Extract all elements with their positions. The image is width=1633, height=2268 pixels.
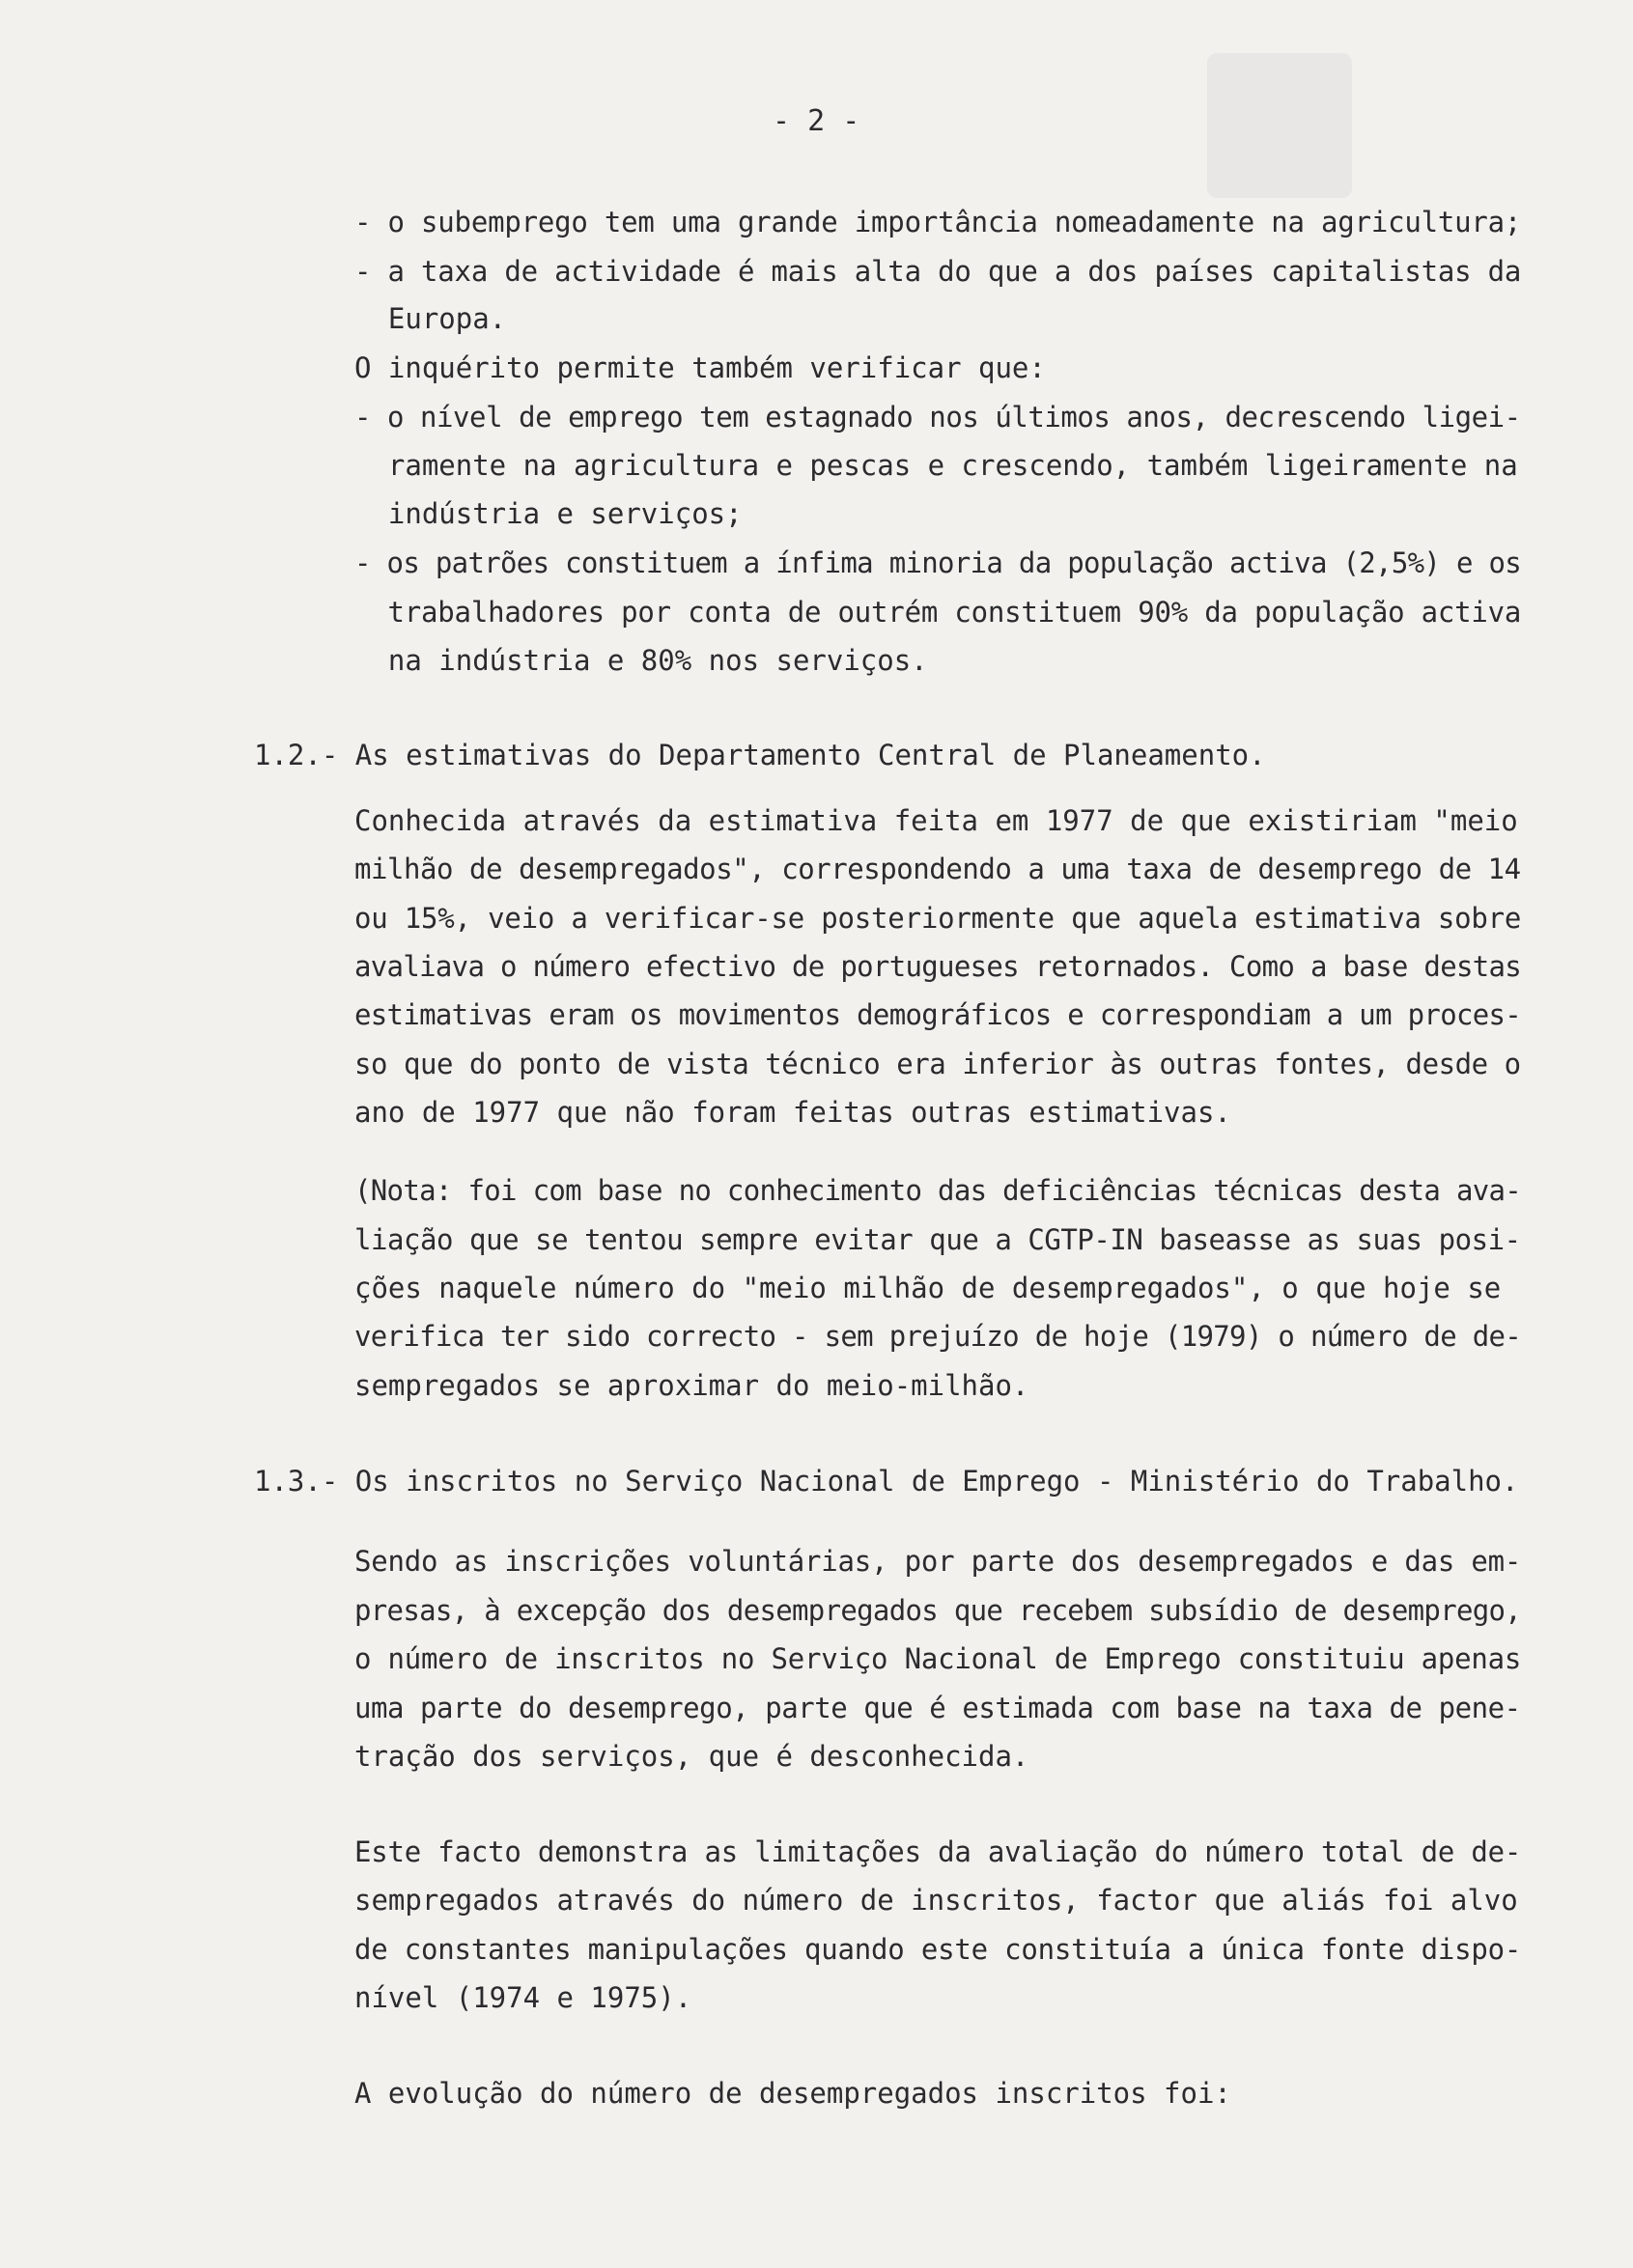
text-line: - a taxa de actividade é mais alta do que a dos países capitalistas da <box>354 255 1522 288</box>
bleed-through-letterhead <box>155 58 1197 120</box>
page-number: - 2 - <box>773 104 860 138</box>
text-line: O inquérito permite também verificar que: <box>354 351 1046 384</box>
text-line: Conhecida através da estimativa feita em 1977 de que existiriam "meio <box>354 804 1518 837</box>
text-line: sempregados através do número de inscritos, factor que aliás foi alvo <box>354 1884 1518 1917</box>
text-line: uma parte do desemprego, parte que é estimada com base na taxa de pene- <box>354 1692 1521 1724</box>
text-line: milhão de desempregados", correspondendo a uma taxa de desemprego de 14 <box>354 853 1521 885</box>
text-line: indústria e serviços; <box>354 497 743 530</box>
text-line: Europa. <box>354 302 507 335</box>
text-line: A evolução do número de desempregados inscritos foi: <box>354 2077 1231 2110</box>
text-line: so que do ponto de vista técnico era inferior às outras fontes, desde o <box>354 1048 1521 1080</box>
text-line: tração dos serviços, que é desconhecida. <box>354 1740 1029 1773</box>
text-line: estimativas eram os movimentos demográficos e correspondiam a um proces- <box>354 998 1522 1031</box>
text-line: nível (1974 e 1975). <box>354 1981 692 2014</box>
text-line: - o subemprego tem uma grande importância nomeadamente na agricultura; <box>354 206 1522 238</box>
note-line: verifica ter sido correcto - sem prejuízo de hoje (1979) o número de de- <box>354 1320 1522 1353</box>
text-line: ou 15%, veio a verificar-se posteriormente que aquela estimativa sobre <box>354 902 1522 935</box>
note-line: ções naquele número do "meio milhão de desempregados", o que hoje se <box>354 1272 1502 1304</box>
text-line: de constantes manipulações quando este constituía a única fonte dispo- <box>354 1933 1522 1966</box>
text-line: - os patrões constituem a ínfima minoria da população activa (2,5%) e os <box>354 546 1522 579</box>
note-line: (Nota: foi com base no conhecimento das deficiências técnicas desta ava- <box>354 1174 1522 1207</box>
text-line: Sendo as inscrições voluntárias, por parte dos desempregados e das em- <box>354 1545 1522 1578</box>
text-line: avaliava o número efectivo de portugueses retornados. Como a base destas <box>354 950 1522 983</box>
text-line: ramente na agricultura e pescas e crescendo, também ligeiramente na <box>354 449 1518 482</box>
text-line: na indústria e 80% nos serviços. <box>354 644 928 677</box>
note-line: sempregados se aproximar do meio-milhão. <box>354 1369 1029 1402</box>
text-line: - o nível de emprego tem estagnado nos últimos anos, decrescendo ligei- <box>354 401 1521 434</box>
text-line: ano de 1977 que não foram feitas outras estimativas. <box>354 1096 1231 1129</box>
text-line: trabalhadores por conta de outrém constituem 90% da população activa <box>354 596 1522 629</box>
section-heading: 1.3.- Os inscritos no Serviço Nacional de Emprego - Ministério do Trabalho. <box>254 1465 1519 1498</box>
text-line: o número de inscritos no Serviço Nacional de Emprego constituiu apenas <box>354 1642 1522 1675</box>
text-line: presas, à excepção dos desempregados que recebem subsídio de desemprego, <box>354 1594 1522 1627</box>
text-line: Este facto demonstra as limitações da avaliação do número total de de- <box>354 1835 1522 1868</box>
note-line: liação que se tentou sempre evitar que a CGTP-IN baseasse as suas posi- <box>354 1223 1521 1256</box>
section-heading: 1.2.- As estimativas do Departamento Central de Planeamento. <box>254 739 1266 771</box>
bleed-through-emblem <box>1207 53 1352 198</box>
